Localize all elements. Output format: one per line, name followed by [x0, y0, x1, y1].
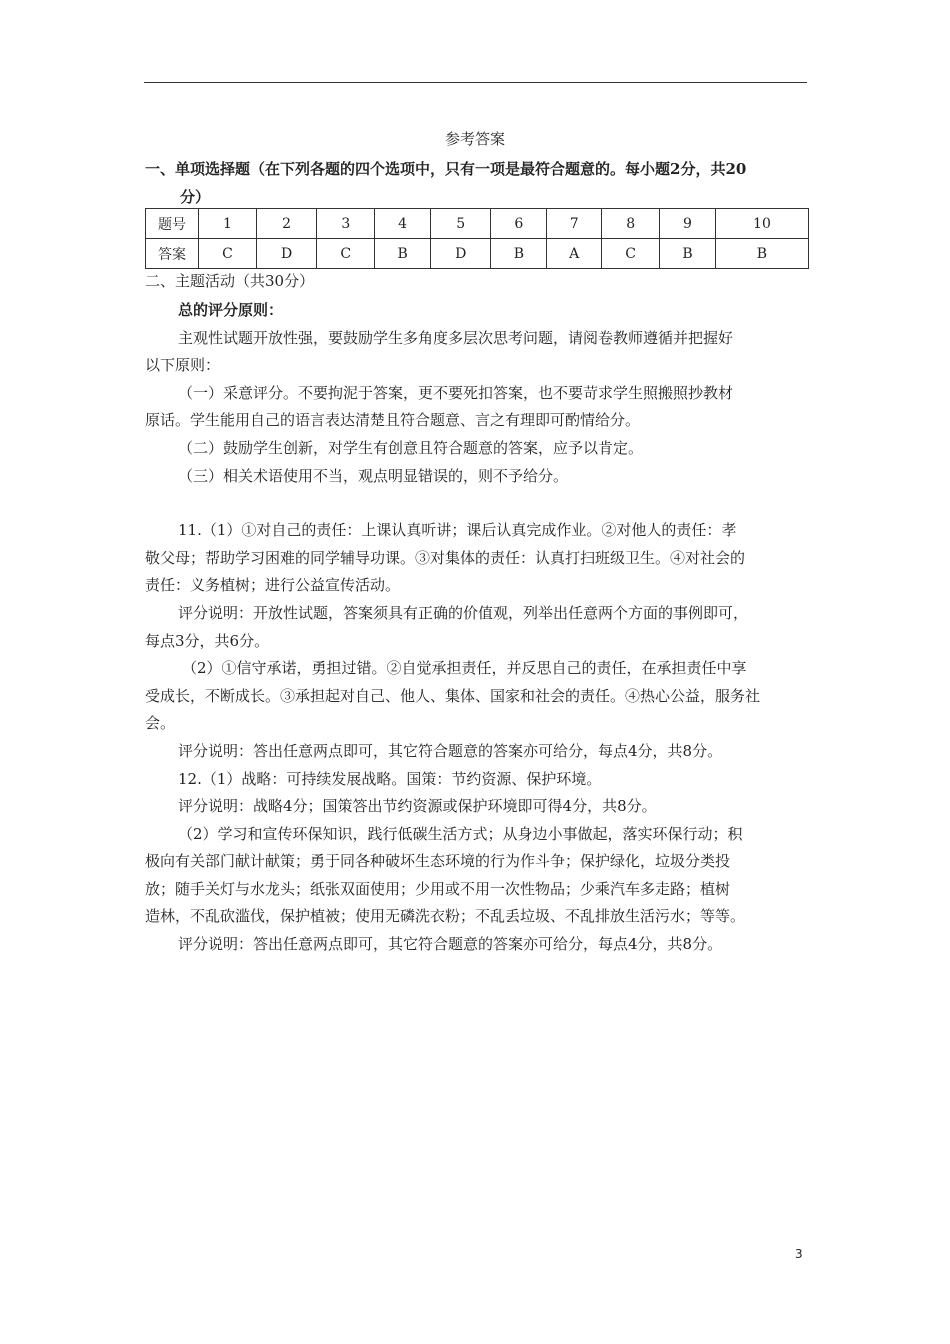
- paragraph-line: （三）相关术语使用不当，观点明显错误的，则不予给分。: [178, 466, 569, 485]
- page-title: 参考答案: [444, 130, 505, 148]
- paragraph-line: （一）采意评分。不要拘泥于答案，更不要死扣答案，也不要苛求学生照搬照抄教材: [178, 383, 734, 402]
- paragraph-line: （2）①信守承诺，勇担过错。②自觉承担责任，并反思自己的责任，在承担责任中享: [182, 659, 747, 678]
- table-cell: D: [431, 239, 491, 269]
- table-cell: B: [715, 239, 808, 269]
- row-label-answer: 答案: [146, 239, 199, 269]
- table-cell: C: [602, 239, 660, 269]
- document-body: [145, 297, 815, 959]
- paragraph-line: 12.（1）战略：可持续发展战略。国策：节约资源、保护环境。: [178, 769, 602, 788]
- paragraph-line: 评分说明：答出任意两点即可，其它符合题意的答案亦可给分，每点4分，共8分。: [178, 935, 723, 954]
- paragraph-line: 责任：义务植树；进行公益宣传活动。: [145, 576, 401, 595]
- table-cell: B: [491, 239, 547, 269]
- header-rule: [144, 82, 807, 83]
- paragraph-line: 会。: [145, 714, 176, 733]
- section1-line2: 分）: [180, 188, 211, 206]
- table-cell: 9: [660, 209, 716, 239]
- paragraph-line: （2）学习和宣传环保知识，践行低碳生活方式；从身边小事做起，落实环保行动；积: [178, 824, 743, 843]
- paragraph-line: 造林，不乱砍滥伐，保护植被；使用无磷洗衣粉；不乱丢垃圾、不乱排放生活污水；等等。: [145, 907, 746, 926]
- answer-table: [145, 208, 809, 269]
- table-cell: 2: [256, 209, 316, 239]
- table-cell: B: [660, 239, 716, 269]
- paragraph-line: 敬父母；帮助学习困难的同学辅导功课。③对集体的责任：认真打扫班级卫生。④对社会的: [145, 548, 746, 567]
- table-cell: 1: [199, 209, 257, 239]
- table-cell: A: [547, 239, 602, 269]
- section1-line1: 一、单项选择题（在下列各题的四个选项中，只有一项是最符合题意的。每小题2分，共20: [145, 160, 747, 178]
- table-cell: C: [317, 239, 375, 269]
- paragraph-line: 评分说明：战略4分；国策答出节约资源或保护环境即可得4分，共8分。: [178, 797, 657, 816]
- paragraph-line: 放；随手关灯与水龙头；纸张双面使用；少用或不用一次性物品；少乘汽车多走路；植树: [145, 879, 731, 898]
- section2-heading: 二、主题活动（共30分）: [145, 272, 315, 290]
- paragraph-line: 评分说明：开放性试题，答案须具有正确的价值观，列举出任意两个方面的事例即可，: [178, 603, 749, 622]
- paragraph-line: 主观性试题开放性强，要鼓励学生多角度多层次思考问题，请阅卷教师遵循并把握好: [178, 328, 734, 347]
- spacer: [145, 490, 815, 517]
- paragraph-line: 评分说明：答出任意两点即可，其它符合题意的答案亦可给分，每点4分，共8分。: [178, 741, 723, 760]
- table-cell: C: [199, 239, 257, 269]
- table-row-numbers: [146, 209, 809, 239]
- paragraph-line: （二）鼓励学生创新，对学生有创意且符合题意的答案，应予以肯定。: [178, 438, 644, 457]
- table-cell: 6: [491, 209, 547, 239]
- paragraph-line: 以下原则：: [145, 356, 221, 375]
- page-number: 3: [795, 1247, 803, 1261]
- section1-heading: [145, 155, 815, 211]
- paragraph-line: 极向有关部门献计献策；勇于同各种破坏生态环境的行为作斗争；保护绿化，垃圾分类投: [145, 852, 731, 871]
- paragraph-line: 11.（1）①对自己的责任：上课认真听讲；课后认真完成作业。②对他人的责任：孝: [178, 521, 737, 540]
- row-label-number: 题号: [146, 209, 199, 239]
- table-cell: B: [375, 239, 431, 269]
- table-row-answers: [146, 239, 809, 269]
- table-cell: 8: [602, 209, 660, 239]
- table-cell: 3: [317, 209, 375, 239]
- table-cell: 4: [375, 209, 431, 239]
- table-cell: D: [256, 239, 316, 269]
- paragraph-line: 受成长，不断成长。③承担起对自己、他人、集体、国家和社会的责任。④热心公益，服务社: [145, 686, 761, 705]
- principles-title: 总的评分原则：: [178, 301, 284, 319]
- paragraph-line: 原话。学生能用自己的语言表达清楚且符合题意、言之有理即可酌情给分。: [145, 411, 641, 430]
- table-cell: 7: [547, 209, 602, 239]
- table-cell: 10: [715, 209, 808, 239]
- table-cell: 5: [431, 209, 491, 239]
- paragraph-line: 每点3分，共6分。: [145, 631, 270, 650]
